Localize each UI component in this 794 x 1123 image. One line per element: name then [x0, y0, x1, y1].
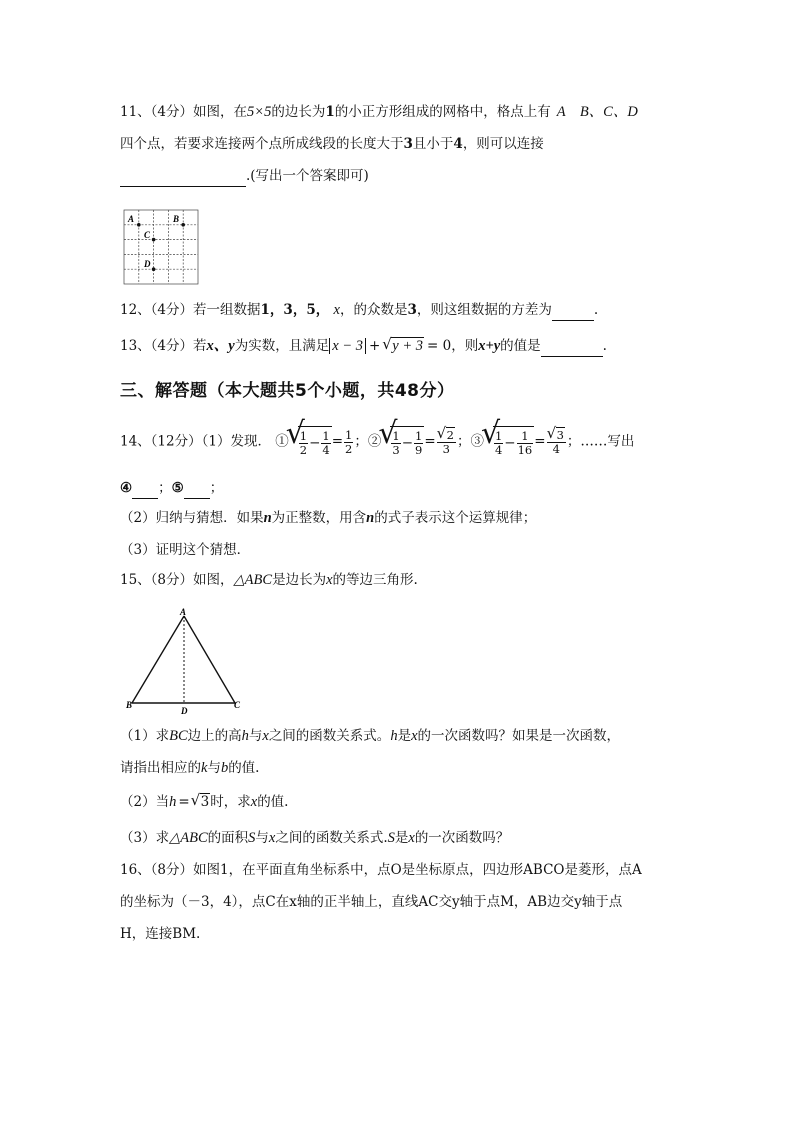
q11-line-2: 四个点，若要求连接两个点所成线段的长度大于3且小于4，则可以连接: [120, 136, 544, 152]
q11-label-c: C: [144, 230, 151, 240]
q11-point-d: [152, 267, 156, 271]
q15-part-1-line-2: 请指出相应的k与b的值.: [120, 760, 260, 776]
q15-intro: 15、（8分）如图，△ABC是边长为x的等边三角形.: [120, 572, 418, 588]
q14-line-1: 14、（12分）（1）发现． ① √ $\frac{1}{2}$ − $\frac{1}{4}$ = $\frac{1}{2}$ ；② √ $\frac{1}{3}$ − $\frac{1}{9}$ = √ $\frac{2}{3}$ ；③ √ $\frac{1}{4}$ − $\frac{1}{16}$ = √ $\frac{3}{4}$ ；……写出: [120, 426, 634, 458]
q13-answer-blank[interactable]: [541, 336, 603, 357]
q11-point-b: [181, 223, 185, 227]
q14-blank-4[interactable]: [132, 478, 158, 499]
q11-answer-blank[interactable]: [120, 166, 246, 187]
q15-label-c: C: [234, 700, 241, 710]
q14-part-3: （3）证明这个猜想．: [120, 542, 251, 558]
q16-line-3: H，连接BM.: [120, 926, 201, 942]
q15-label-d: D: [181, 706, 188, 716]
q12-answer-blank[interactable]: [552, 300, 594, 321]
q13-sqrt: √ y + 3: [383, 336, 424, 356]
q11-grid-figure: [122, 208, 200, 286]
q12-line: 12、（4分）若一组数据1，3，5， x，的众数是3，则这组数据的方差为 .: [120, 300, 598, 321]
section-3-title: 三、解答题（本大题共5个小题，共48分）: [120, 381, 455, 401]
q11-point-a: [137, 223, 141, 227]
q16-line-1: 16、（8分）如图1，在平面直角坐标系中，点O是坐标原点，四边形ABCO是菱形，点A: [120, 862, 642, 878]
q15-triangle-figure: [122, 606, 248, 716]
q15-part-3: （3）求△ABC的面积S与x之间的函数关系式.S是x的一次函数吗？: [120, 830, 510, 846]
q16-line-2: 的坐标为（－3，4），点C在x轴的正半轴上，直线AC交y轴于点M，AB边交y轴于点: [120, 894, 623, 910]
q14-blank-5[interactable]: [184, 478, 210, 499]
q15-part-1-line-1: （1）求BC边上的高h与x之间的函数关系式。h是x的一次函数吗？如果是一次函数，: [120, 728, 620, 744]
q11-line-1: 11、（4分）如图，在5×5的边长为1的小正方形组成的网格中，格点上有 A B、C、D: [120, 104, 638, 120]
q14-line-2: ④ ；⑤ ；: [120, 478, 223, 499]
q15-part-2: （2）当h =√ 3时，求x的值.: [120, 792, 288, 812]
q11-label-b: B: [173, 214, 180, 224]
q14-expr-3: √ $\frac{1}{4}$ − $\frac{1}{16}$: [484, 426, 534, 458]
q11-line-3: .(写出一个答案即可): [120, 166, 369, 187]
q11-label-d: D: [144, 259, 151, 269]
q15-label-a: A: [180, 607, 187, 617]
q11-label-a: A: [128, 214, 135, 224]
q15-label-b: B: [126, 700, 133, 710]
q13-line: 13、（4分）若x、y为实数，且满足 x − 3 +√ y + 3 = 0，则x+y的值是 .: [120, 336, 607, 357]
q14-part-2: （2）归纳与猜想．如果n为正整数，用含n的式子表示这个运算规律；: [120, 510, 537, 526]
q14-expr-1: √ $\frac{1}{2}$ − $\frac{1}{4}$: [289, 426, 332, 458]
q11-point-c: [152, 238, 156, 242]
q13-abs-expression: x − 3: [329, 338, 366, 354]
q14-expr-2: √ $\frac{1}{3}$ − $\frac{1}{9}$: [381, 426, 424, 458]
